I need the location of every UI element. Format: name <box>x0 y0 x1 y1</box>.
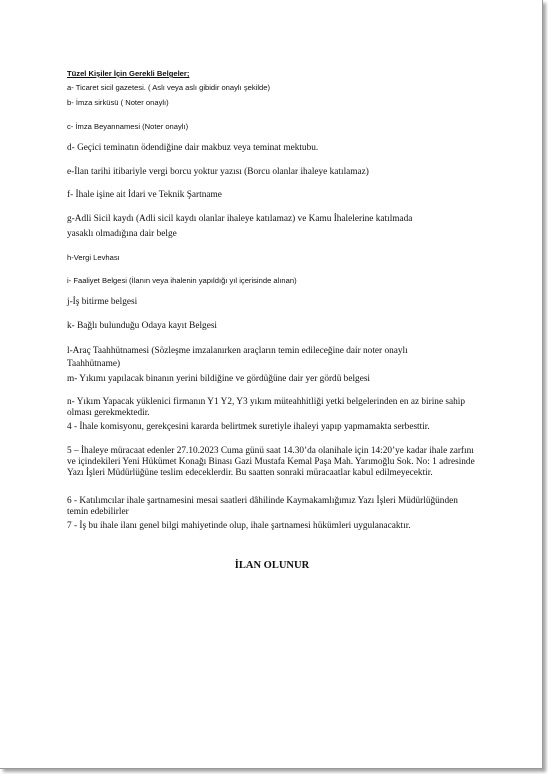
requirement-e: e-İlan tarihi itibariyle vergi borcu yoktur yazısı (Borcu olanlar ihaleye katılamaz) <box>67 167 369 177</box>
requirement-l-line1: l-Araç Taahhütnamesi (Sözleşme imzalanırken araçların temin edileceğine dair noter onaylı <box>67 346 408 356</box>
requirement-c: c- İmza Beyannamesi (Noter onaylı) <box>67 122 189 131</box>
closing-statement: İLAN OLUNUR <box>234 560 310 571</box>
section-heading: Tüzel Kişiler İçin Gerekli Belgeler; <box>67 69 190 78</box>
requirement-f: f- İhale işine ait İdari ve Teknik Şartname <box>67 190 222 200</box>
clause-4: 4 - İhale komisyonu, gerekçesini kararda belirtmek suretiyle ihaleyi yapıp yapmamakta serbesttir. <box>67 422 430 432</box>
requirement-n: n- Yıkım Yapacak yüklenici firmanın Y1 Y2, Y3 yıkım müteahhitliği yetki belgelerinden en az birine sahip olması gerekmektedir. <box>67 397 466 418</box>
requirement-k: k- Bağlı bulunduğu Odaya kayıt Belgesi <box>67 321 218 331</box>
requirement-l-line2: Taahhütname) <box>67 359 121 369</box>
requirement-m: m- Yıkımı yapılacak binanın yerini bildiğine ve gördüğüne dair yer gördü belgesi <box>67 374 371 384</box>
requirement-h: h-Vergi Levhası <box>67 253 120 262</box>
requirement-g-line2: yasaklı olmadığına dair belge <box>67 229 177 239</box>
clause-7: 7 - İş bu ihale ilanı genel bilgi mahiyetinde olup, ihale şartnamesi hükümleri uygulanacaktır. <box>67 521 411 531</box>
requirement-i: i- Faaliyet Belgesi (İlanın veya ihalenin yapıldığı yıl içerisinde alınan) <box>67 276 297 285</box>
requirement-g-line1: g-Adli Sicil kaydı (Adli sicil kaydı olanlar ihaleye katılamaz) ve Kamu İhalelerine katılmada <box>67 214 413 224</box>
requirement-b: b- İmza sirküsü ( Noter onaylı) <box>67 98 169 107</box>
requirement-d: d- Geçici teminatın ödendiğine dair makbuz veya teminat mektubu. <box>67 143 319 153</box>
clause-6: 6 - Katılımcılar ihale şartnamesini mesai saatleri dâhilinde Kaymakamlığımız Yazı İşleri Müdürlüğünden temin edebilirler <box>67 496 458 517</box>
requirement-a: a- Ticaret sicil gazetesi. ( Aslı veya aslı gibidir onaylı şekilde) <box>67 83 271 92</box>
requirement-j: j-İş bitirme belgesi <box>67 297 138 307</box>
clause-5: 5 – İhaleye müracaat edenler 27.10.2023 Cuma günü saat 14.30’da olanihale için 14:20’ye kadar ihale zarfını ve içindekileri Yeni Hükümet Konağı Binası Gazi Mustafa Kemal Paşa Mah. Yarımoğlu Sok. No: 1 adresinde Yazı İşleri Müdürlüğüne teslim edeceklerdir. Bu saatten sonraki müracaatlar kabul edilmeyecektir. <box>67 446 475 478</box>
